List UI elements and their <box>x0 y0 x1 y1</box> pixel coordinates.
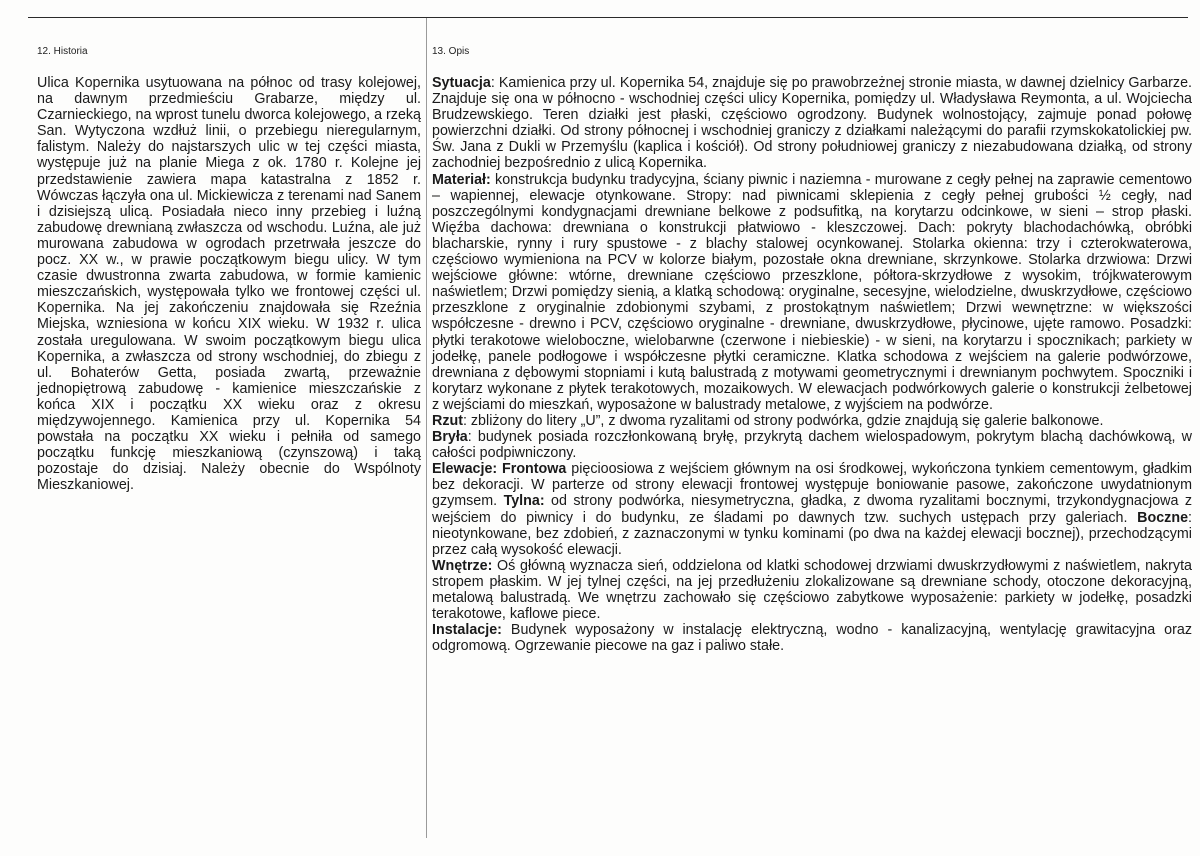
section-sytuacja <box>432 75 1192 172</box>
section-sublabel-boczne: Boczne <box>1137 509 1189 526</box>
section-bryla <box>432 429 1192 461</box>
history-heading: 12. Historia <box>37 46 88 57</box>
section-elewacje <box>432 461 1192 558</box>
top-rule <box>28 17 1188 18</box>
description-column <box>432 75 1192 654</box>
section-text: Budynek wyposażony w instalację elektryczną, wodno - kanalizacyjną, wentylację grawitacyjna oraz odgromową. Ogrzewanie piecowe na gaz i paliwo stałe. <box>432 622 1192 655</box>
section-text: Oś główną wyznacza sień, oddzielona od klatki schodowej drzwiami dwuskrzydłowymi z naświetlem, nakryta stropem płaskim. W jej tylnej części, na jej przedłużeniu zlokalizowane są drewniane schody, otoczone dekoracyjną, metalową balustradą. We wnętrzu zachowało się częściowo zabytkowe wyposażenie: parkiety w jodełkę, posadzki terakotowe, kaflowe piece. <box>432 557 1192 623</box>
section-sublabel-tylna: Tylna: <box>503 493 545 510</box>
section-text: pięcioosiowa z wejściem głównym na osi środkowej, wykończona tynkiem cementowym, gładkim bez dekoracji. W parterze od strony elewacji frontowej występuje boniowanie pasowe, zakończone uwydatnionym gzymsem. <box>432 461 1192 510</box>
section-label: Materiał: <box>432 171 491 188</box>
section-rzut <box>432 413 1192 429</box>
section-label: Bryła <box>432 429 468 446</box>
section-label: Wnętrze: <box>432 557 493 574</box>
section-text: : zbliżony do litery „U”, z dwoma ryzalitami od strony podwórka, gdzie znajdują się galerie balkonowe. <box>462 412 1104 429</box>
section-text-boczne: : nieotynkowane, bez zdobień, z zaznaczonymi w tynku kominami (po dwa na każdej elewacji bocznej), przechodzącymi przez całą wysokość elewacji. <box>432 509 1192 558</box>
column-divider <box>426 18 427 838</box>
section-text: : budynek posiada rozczłonkowaną bryłę, przykrytą dachem wielospadowym, pokrytym blachą dachówkową, w całości podpiwniczony. <box>432 429 1192 462</box>
section-text: konstrukcja budynku tradycyjna, ściany piwnic i naziemna - murowane z cegły pełnej na zaprawie cementowo – wapiennej, elewacje otynkowane. Stropy: nad piwnicami sklepienia z cegły pełnej grubości ½ cegły, nad poszczególnymi kondygnacjami drewniane belkowe z podsufitką, na korytarzu odcinkowe, w sieni – strop płaski. Więźba dachowa: drewniana o konstrukcji płatwiowo - kleszczowej. Dach: pokryty blachodachówką, obróbki blacharskie, rynny i rury spustowe - z blachy stalowej ocynkowanej. Stolarka okienna: trzy i czterokwaterowa, częściowo wymieniona na PCV w kolorze białym, pozostałe okna drewniane, skrzynkowe. Stolarka drzwiowa: Drzwi wejściowe główne: wtórne, drewniane częściowo przeszklone, półtora-skrzydłowe z wysokim, trójkwaterowym naświetlem; Drzwi pomiędzy sienią, a klatką schodową: oryginalne, secesyjne, wielodzielne, dwuskrzydłowe, częściowo przeszklone z oryginalnie zdobionymi szybami, z prostokątnym naświetlem; Drzwi wewnętrzne: w większości współczesne - drewno i PCV, częściowo oryginalne - drewniane, dwuskrzydłowe, płycinowe, ujęte ramowo. Posadzki: płytki terakotowe wieloboczne, wielobarwne (czerwone i niebieskie) - w sieni, na korytarzu i spocznikach; parkiety w jodełkę, panele podłogowe i współczesne płytki ceramiczne. Klatka schodowa z wejściem na galerie podwórzowe, drewniana z dębowymi stopniami i kutą balustradą z motywami geometrycznymi i drewnianym pochwytem. Spoczniki i korytarz wykonane z płytek terakotowych, mozaikowych. W elewacjach podwórkowych galerie o konstrukcji żelbetowej z wejściami do mieszkań, wyposażone w balustrady metalowe, z wyjściem na podwórze. <box>432 171 1192 413</box>
section-text-tylna: od strony podwórka, niesymetryczna, gładka, z dwoma ryzalitami bocznymi, trzykondygnacjowa z wejściem do piwnicy i do budynku, ze śladami po dawnych tzw. suchych ustępach przy galeriach. <box>432 493 1192 526</box>
history-column <box>37 75 421 493</box>
description-heading: 13. Opis <box>432 46 470 57</box>
section-text: : Kamienica przy ul. Kopernika 54, znajduje się po prawobrzeżnej stronie miasta, w dawnej dzielnicy Garbarze. Znajduje się ona w północno - wschodniej części ulicy Kopernika, pomiędzy ul. Władysława Reymonta, a ul. Wojciecha Brudzewskiego. Teren działki jest płaski, częściowo ogrodzony. Budynek wolnostojący, zajmuje ponad połowę powierzchni działki. Od strony północnej i wschodniej graniczy z działkami należącymi do parafii rzymskokatolickiej pw. Św. Jana z Dukli w Przemyślu (kaplica i kościół). Od strony południowej graniczy z niezabudowana działką, od strony zachodniej bezpośrednio z ulicą Kopernika. <box>432 75 1192 172</box>
section-material <box>432 172 1192 413</box>
section-label: Elewacje: Frontowa <box>432 461 567 478</box>
section-label: Instalacje: <box>432 622 502 639</box>
section-label: Sytuacja <box>432 75 491 91</box>
section-wnetrze <box>432 558 1192 622</box>
history-text: Ulica Kopernika usytuowana na północ od trasy kolejowej, na dawnym przedmieściu Grabarze, między ul. Czarnieckiego, na wprost tunelu dworca kolejowego, a rzeką San. Wytyczona wzdłuż linii, o przebiegu nieregularnym, falistym. Należy do najstarszych ulic w tej części miasta, występuje już na planie Miega z ok. 1780 r. Kolejne jej przedstawienie zawiera mapa katastralna z 1852 r. Wówczas łączyła ona ul. Mickiewicza z terenami nad Sanem i dzisiejszą ulicą. Posiadała nieco inny przebieg i luźną zabudowę drewnianą zwłaszcza od wschodu. Luźna, ale już murowana zabudowa w ogrodach przetrwała jeszcze do pocz. XX w., w prawie początkowym biegu ulicy. W tym czasie dwustronna zwarta zabudowa, w formie kamienic mieszczańskich, występowała tylko we frontowej części ul. Kopernika. Na jej zakończeniu znajdowała się Rzeźnia Miejska, wzniesiona w końcu XIX wieku. W 1932 r. ulica została uregulowana. W swoim początkowym biegu ulica Kopernika, a zwłaszcza od strony wschodniej, do zbiegu z ul. Bohaterów Getta, posiada zwartą, przeważnie jednopiętrową zabudowę - kamienice mieszczańskie z końca XIX i początku XX wieku oraz z okresu międzywojennego. Kamienica przy ul. Kopernika 54 powstała na początku XX wieku i pełniła od samego początku funkcję mieszkaniową (czynszową) i taką pozostaje do dzisiaj. Należy obecnie do Wspólnoty Mieszkaniowej. <box>37 75 421 494</box>
section-label: Rzut <box>432 412 463 429</box>
section-instalacje <box>432 622 1192 654</box>
